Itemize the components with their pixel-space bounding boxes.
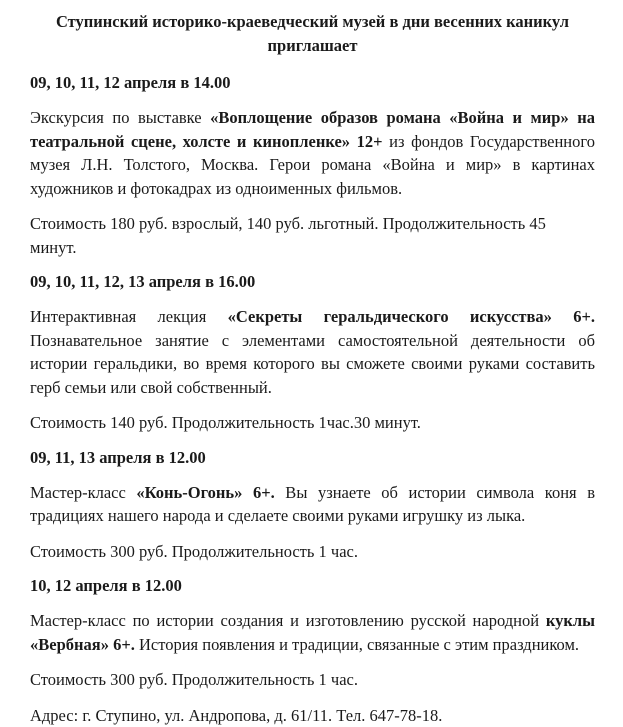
- event-date: 10, 12 апреля в 12.00: [30, 576, 182, 595]
- description-text: Экскурсия по выставке: [30, 108, 211, 127]
- description-text: Мастер-класс по истории создания и изготовлению русской народной: [30, 611, 546, 630]
- event-name: «Воплощение образов романа «Война и мир» на театральной сцене, холсте и кинопленке» 12+: [30, 108, 595, 151]
- event-date: 09, 10, 11, 12, 13 апреля в 16.00: [30, 272, 256, 291]
- description-text: Вы узнаете об истории символа коня в традициях нашего народа и сделаете своими руками игрушку из лыка.: [30, 482, 595, 525]
- event-price: Стоимость 180 руб. взрослый, 140 руб. льготный. Продолжительность 45 минут.: [30, 214, 546, 257]
- event-name: куклы «Вербная» 6+.: [30, 611, 595, 654]
- description-text: Интерактивная лекция: [30, 307, 228, 326]
- event-price: Стоимость 140 руб. Продолжительность 1час.30 минут.: [30, 413, 421, 432]
- event-price: Стоимость 300 руб. Продолжительность 1 час.: [30, 670, 358, 689]
- museum-address: Адрес: г. Ступино, ул. Андропова, д. 61/11. Тел. 647-78-18.: [30, 705, 443, 725]
- event-date: 09, 10, 11, 12 апреля в 14.00: [30, 73, 231, 92]
- event-block: [30, 575, 595, 692]
- event-description: [30, 481, 595, 528]
- event-block: [30, 271, 595, 435]
- event-price: Стоимость 300 руб. Продолжительность 1 час.: [30, 541, 358, 561]
- event-date: 09, 11, 13 апреля в 12.00: [30, 447, 206, 467]
- event-name: «Конь-Огонь» 6+.: [136, 482, 275, 502]
- description-text: Мастер-класс: [30, 482, 137, 502]
- event-name: «Секреты геральдического искусства» 6+.: [227, 307, 595, 326]
- event-description: [30, 609, 595, 656]
- event-description: [30, 305, 595, 399]
- description-text: История появления и традиции, связанные с этим праздником.: [134, 634, 580, 654]
- description-text: из фондов Государственного музея Л.Н. Толстого, Москва. Герои романа «Война и мир» в картинах художников и фотокадрах из одноименных фильмов.: [30, 131, 595, 198]
- page-title: Ступинский историко-краеведческий музей в дни весенних каникул приглашает: [55, 12, 570, 55]
- event-block: [30, 447, 595, 564]
- description-text: Познавательное занятие с элементами самостоятельной деятельности об истории геральдики, во время которого вы сможете своими руками составить герб семьи или свой собственный.: [30, 330, 595, 397]
- event-block: [30, 72, 595, 259]
- event-description: [30, 106, 595, 200]
